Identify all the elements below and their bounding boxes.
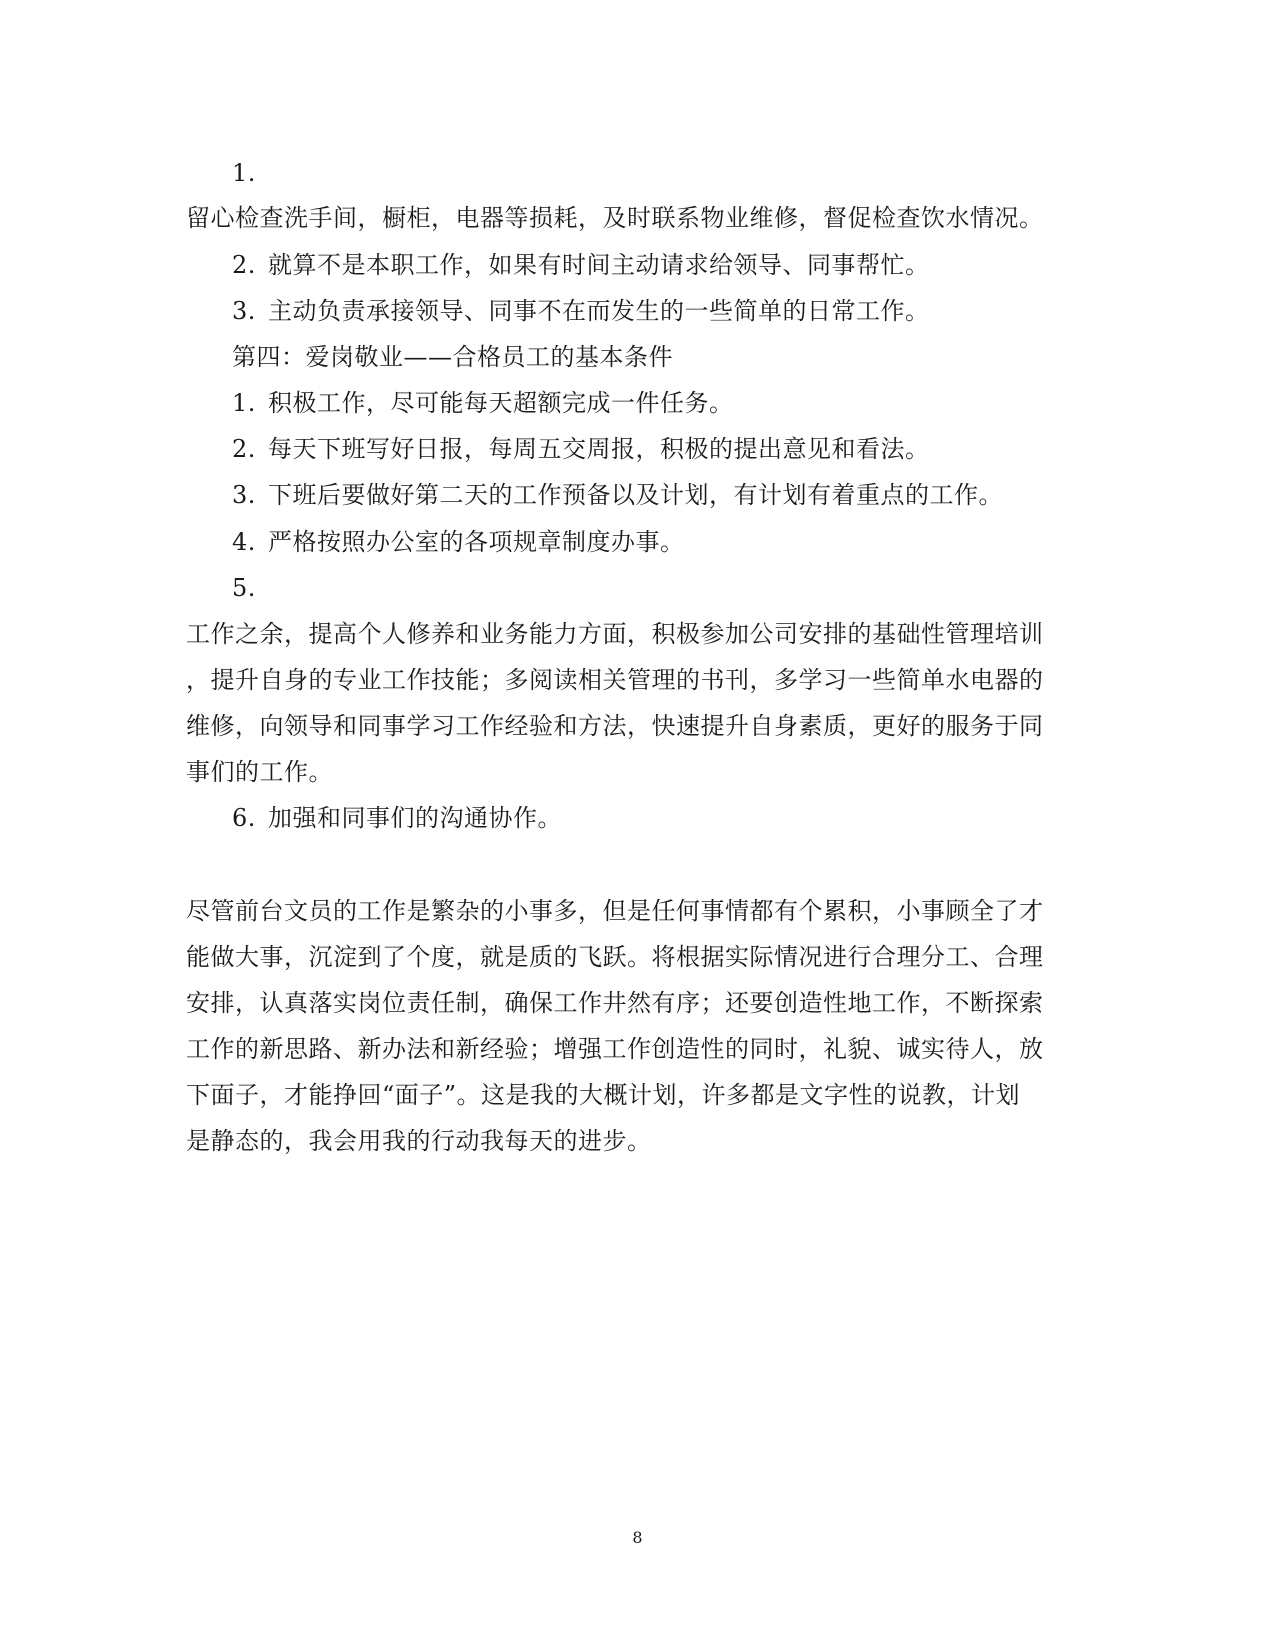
paragraph-text: ，提升自身的专业工作技能；多阅读相关管理的书刊，多学习一些简单水电器的	[186, 666, 1044, 694]
paragraph-line	[186, 1080, 1020, 1110]
paragraph-text: 下面子，才能挣回“面子”。这是我的大概计划，许多都是文字性的说教，计划	[186, 1081, 1021, 1109]
list-item-number	[232, 158, 256, 188]
list-item-text: 主动负责承接领导、同事不在而发生的一些简单的日常工作。	[268, 297, 930, 325]
list-item-text: 就算不是本职工作，如果有时间主动请求给领导、同事帮忙。	[268, 251, 930, 279]
paragraph-text: 能做大事，沉淀到了个度，就是质的飞跃。将根据实际情况进行合理分工、合理	[186, 943, 1044, 971]
list-item-text: 积极工作，尽可能每天超额完成一件任务。	[268, 389, 734, 417]
paragraph-line	[186, 1034, 1044, 1064]
paragraph-line	[186, 896, 1044, 926]
list-item	[232, 250, 930, 280]
list-number: 1.	[232, 389, 256, 417]
list-number: 2.	[232, 251, 256, 279]
paragraph-text: 是静态的，我会用我的行动我每天的进步。	[186, 1127, 652, 1155]
paragraph-text: 工作的新思路、新办法和新经验；增强工作创造性的同时，礼貌、诚实待人，放	[186, 1035, 1044, 1063]
paragraph-line	[186, 942, 1044, 972]
list-item	[232, 434, 930, 464]
section-heading	[232, 342, 673, 372]
list-number: 1.	[232, 159, 256, 187]
page-number: 8	[632, 1528, 643, 1547]
paragraph-text: 安排，认真落实岗位责任制，确保工作井然有序；还要创造性地工作，不断探索	[186, 989, 1044, 1017]
list-item	[232, 296, 930, 326]
paragraph-text: 尽管前台文员的工作是繁杂的小事多，但是任何事情都有个累积，小事顾全了才	[186, 897, 1044, 925]
paragraph-line	[186, 757, 333, 787]
list-item-text: 下班后要做好第二天的工作预备以及计划，有计划有着重点的工作。	[268, 481, 1003, 509]
list-number: 5.	[232, 574, 256, 602]
list-item-text: 每天下班写好日报，每周五交周报，积极的提出意见和看法。	[268, 435, 930, 463]
paragraph-text: 工作之余，提高个人修养和业务能力方面，积极参加公司安排的基础性管理培训	[186, 620, 1044, 648]
list-item	[232, 480, 1003, 510]
list-item-number	[232, 573, 256, 603]
list-item	[232, 388, 734, 418]
list-number: 4.	[232, 528, 256, 556]
list-number: 3.	[232, 297, 256, 325]
paragraph-line	[186, 1126, 652, 1156]
paragraph-line	[186, 711, 1044, 741]
paragraph-text: 维修，向领导和同事学习工作经验和方法，快速提升自身素质，更好的服务于同	[186, 712, 1044, 740]
list-number: 2.	[232, 435, 256, 463]
paragraph-line	[186, 988, 1044, 1018]
list-number: 3.	[232, 481, 256, 509]
paragraph-text: 事们的工作。	[186, 758, 333, 786]
list-item-text: 留心检查洗手间，橱柜，电器等损耗，及时联系物业维修，督促检查饮水情况。	[186, 204, 1044, 232]
section-heading-text: 第四：爱岗敬业——合格员工的基本条件	[232, 343, 673, 371]
list-number: 6.	[232, 804, 256, 832]
list-item-text: 严格按照办公室的各项规章制度办事。	[268, 528, 685, 556]
list-item	[232, 527, 685, 557]
paragraph-line	[186, 665, 1044, 695]
list-item	[232, 803, 562, 833]
paragraph-line	[186, 203, 1044, 233]
list-item-text: 加强和同事们的沟通协作。	[268, 804, 562, 832]
paragraph-line	[186, 619, 1044, 649]
